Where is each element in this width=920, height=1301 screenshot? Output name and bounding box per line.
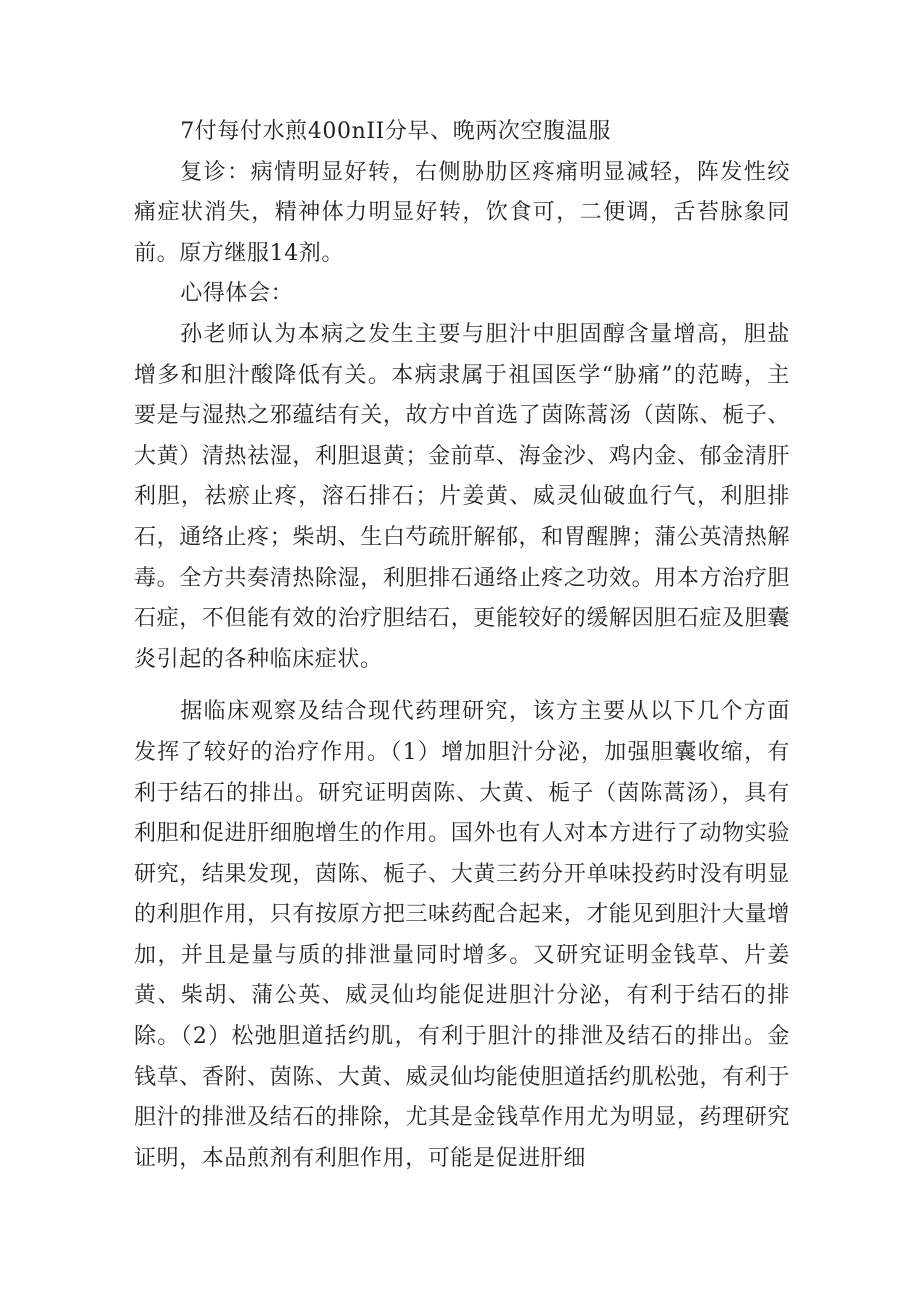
dosage-paragraph: 7付每付水煎400nII分早、晚两次空腹温服	[180, 119, 611, 144]
pharmacology-paragraph: 据临床观察及结合现代药理研究，该方主要从以下几个方面发挥了较好的治疗作用。（1）增加胆汁分泌，加强胆囊收缩，有利于结石的排出。研究证明茵陈、大黄、栀子（茵陈蒿汤），具有利胆和促进肝细胞增生的作用。国外也有人对本方进行了动物实验研究，结果发现，茵陈、栀子、大黄三药分开单味投药时没有明显的利胆作用，只有按原方把三味药配合起来，才能见到胆汁大量增加，并且是量与质的排泄量同时增多。又研究证明金钱草、片姜黄、柴胡、蒲公英、威灵仙均能促进胆汁分泌，有利于结石的排除。（2）松弛胆道括约肌，有利于胆汁的排泄及结石的排出。金钱草、香附、茵陈、大黄、威灵仙均能使胆道括约肌松弛，有利于胆汁的排泄及结石的排除，尤其是金钱草作用尤为明显，药理研究证明，本品煎剂有利胆作用，可能是促进肝细	[134, 699, 790, 1171]
discussion-paragraph: 孙老师认为本病之发生主要与胆汁中胆固醇含量增高，胆盐增多和胆汁酸降低有关。本病隶属于祖国医学“胁痛”的范畴，主要是与湿热之邪蕴结有关，故方中首选了茵陈蒿汤（茵陈、栀子、大黄）清热祛湿，利胆退黄；金前草、海金沙、鸡内金、郁金清肝利胆，祛瘀止疼，溶石排石；片姜黄、威灵仙破血行气，利胆排石，通络止疼；柴胡、生白芍疏肝解郁，和胃醒脾；蒲公英清热解毒。全方共奏清热除湿，利胆排石通络止疼之功效。用本方治疗胆石症，不但能有效的治疗胆结石，更能较好的缓解因胆石症及胆囊炎引起的各种临床症状。	[134, 321, 790, 672]
follow-up-paragraph: 复诊：病情明显好转，右侧胁肋区疼痛明显减轻，阵发性绞痛症状消失，精神体力明显好转，饮食可，二便调，舌苔脉象同前。原方继服14剂。	[134, 159, 790, 266]
section-heading: 心得体会：	[180, 281, 294, 307]
document-page	[134, 112, 790, 1179]
